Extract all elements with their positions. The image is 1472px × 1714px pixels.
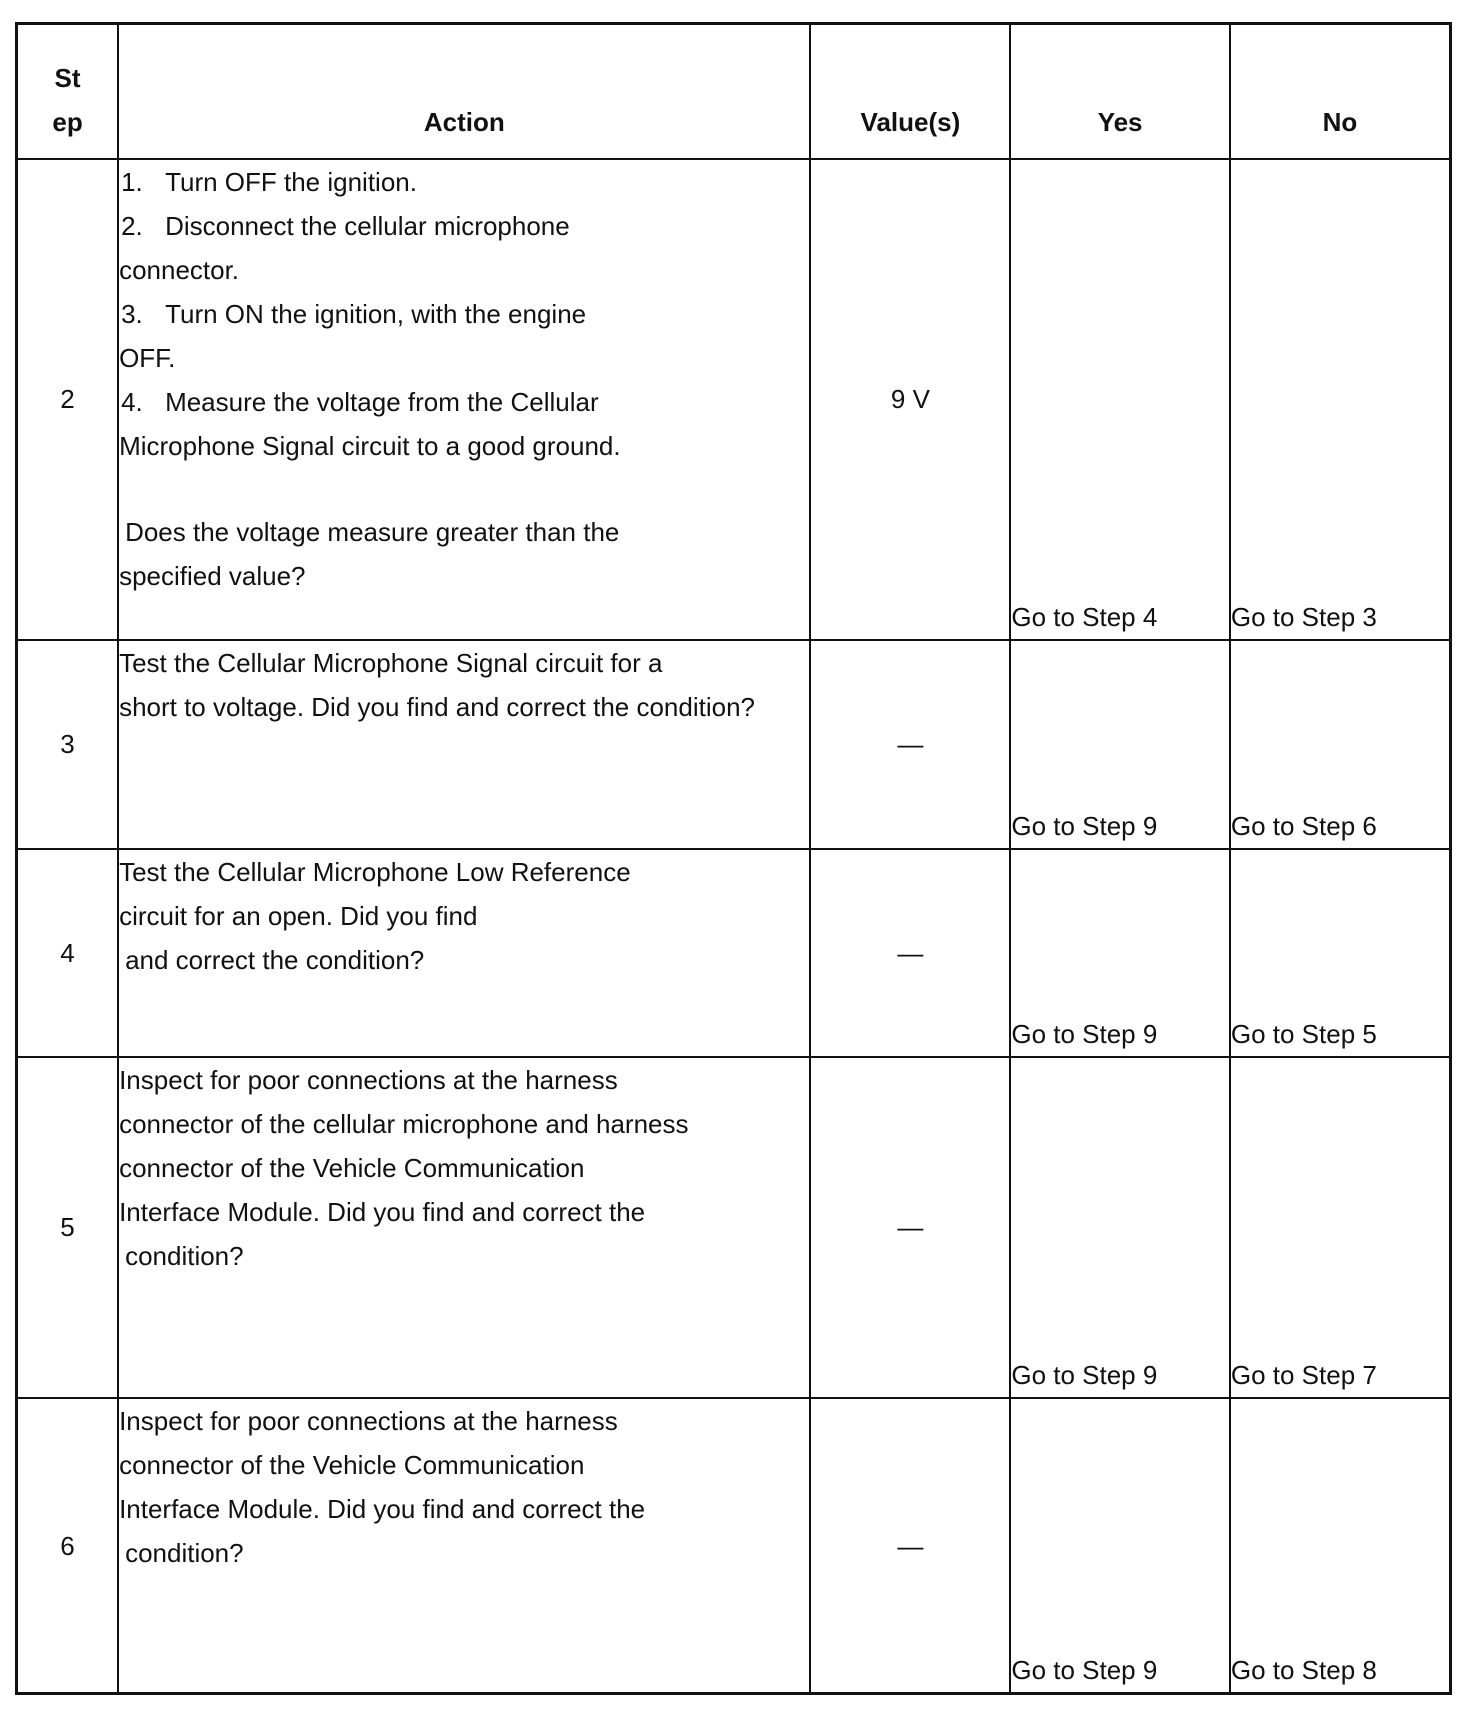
spacer (119, 468, 809, 510)
yes-step-link: Go to Step 9 (1010, 849, 1230, 1057)
step-number: 6 (17, 1398, 119, 1693)
table-row (17, 640, 1451, 849)
no-step-link: Go to Step 6 (1230, 640, 1451, 849)
action-line: Interface Module. Did you find and correct the (119, 1494, 646, 1525)
header-row (17, 24, 1451, 159)
action-line: circuit for an open. Did you find (119, 900, 478, 931)
no-step-link: Go to Step 3 (1230, 159, 1451, 640)
table-row (17, 849, 1451, 1057)
action-text: Measure the voltage from the Cellular (165, 386, 599, 417)
diagnostic-table-container (15, 22, 1452, 1695)
value-cell: — (810, 849, 1010, 1057)
value-cell: — (810, 1398, 1010, 1693)
action-line: and correct the condition? (125, 944, 425, 975)
action-line: connector. (119, 254, 240, 285)
list-number: 3. (121, 298, 143, 329)
no-column-header: No (1230, 24, 1451, 159)
no-step-link: Go to Step 5 (1230, 849, 1451, 1057)
action-line (119, 292, 809, 336)
action-text: Turn ON the ignition, with the engine (165, 298, 587, 329)
action-question: Does the voltage measure greater than the (125, 516, 620, 547)
table-row (17, 1398, 1451, 1693)
action-cell (118, 159, 810, 640)
step-number: 5 (17, 1057, 119, 1398)
list-number: 1. (121, 166, 143, 197)
value-cell: — (810, 640, 1010, 849)
action-line: connector of the cellular microphone and harness (119, 1108, 689, 1139)
value-cell: 9 V (810, 159, 1010, 640)
no-step-link: Go to Step 8 (1230, 1398, 1451, 1693)
step-column-header (17, 24, 119, 159)
action-line (119, 380, 809, 424)
step-header-line-2: ep (52, 106, 83, 137)
action-cell (118, 849, 810, 1057)
action-cell (118, 1398, 810, 1693)
yes-column-header: Yes (1010, 24, 1230, 159)
action-question: specified value? (119, 560, 306, 591)
action-line: Interface Module. Did you find and correct the (119, 1196, 646, 1227)
yes-step-link: Go to Step 9 (1010, 1057, 1230, 1398)
no-step-link: Go to Step 7 (1230, 1057, 1451, 1398)
action-line (119, 204, 809, 248)
action-line: Test the Cellular Microphone Signal circuit for a (119, 647, 663, 678)
list-number: 2. (121, 210, 143, 241)
list-number: 4. (121, 386, 143, 417)
action-line: connector of the Vehicle Communication (119, 1450, 585, 1481)
action-line: Microphone Signal circuit to a good ground. (119, 430, 621, 461)
table-row (17, 1057, 1451, 1398)
action-line: OFF. (119, 342, 176, 373)
action-cell (118, 640, 810, 849)
action-cell (118, 1057, 810, 1398)
yes-step-link: Go to Step 4 (1010, 159, 1230, 640)
action-line (119, 160, 809, 204)
action-line: connector of the Vehicle Communication (119, 1152, 585, 1183)
step-number: 2 (17, 159, 119, 640)
action-line: Inspect for poor connections at the harness (119, 1406, 618, 1437)
action-line: condition? (125, 1538, 244, 1569)
diagnostic-table (15, 22, 1452, 1695)
action-text: Turn OFF the ignition. (165, 166, 417, 197)
action-line: condition? (125, 1240, 244, 1271)
step-number: 4 (17, 849, 119, 1057)
yes-step-link: Go to Step 9 (1010, 1398, 1230, 1693)
step-header-line-1: St (54, 62, 81, 93)
action-line: Test the Cellular Microphone Low Reference (119, 856, 631, 887)
values-column-header: Value(s) (810, 24, 1010, 159)
action-line: Inspect for poor connections at the harness (119, 1064, 618, 1095)
yes-step-link: Go to Step 9 (1010, 640, 1230, 849)
action-column-header: Action (118, 24, 810, 159)
action-text: Disconnect the cellular microphone (165, 210, 570, 241)
value-cell: — (810, 1057, 1010, 1398)
step-number: 3 (17, 640, 119, 849)
table-row (17, 159, 1451, 640)
action-line: short to voltage. Did you find and correct the condition? (119, 691, 755, 722)
